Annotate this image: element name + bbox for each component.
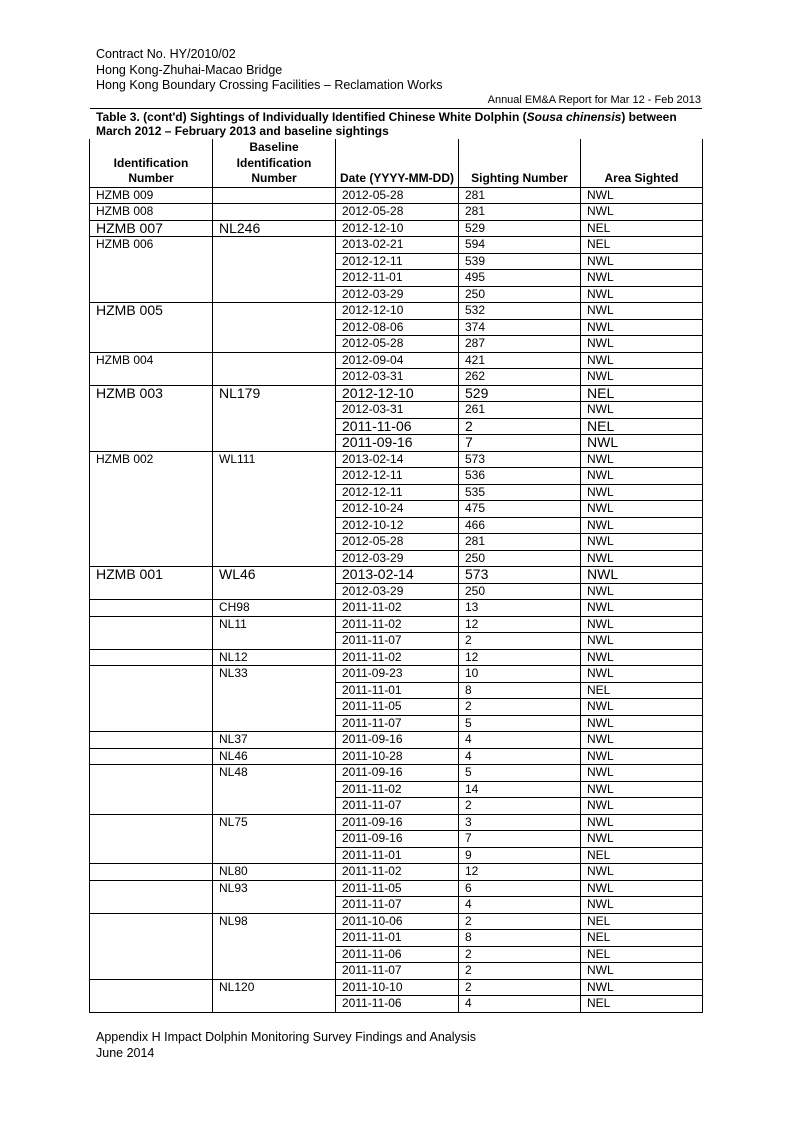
date-cell: 2011-10-10 [336, 979, 459, 996]
identification-cell: HZMB 003 [90, 385, 213, 451]
sighting-number-cell: 281 [459, 187, 581, 204]
table-row [90, 385, 703, 402]
area-cell: NWL [581, 534, 703, 551]
sighting-number-cell: 5 [459, 765, 581, 782]
identification-cell: HZMB 009 [90, 187, 213, 204]
area-cell: NWL [581, 336, 703, 353]
col-identification-number: Identification Number [90, 139, 213, 187]
identification-cell: HZMB 007 [90, 220, 213, 237]
area-cell: NWL [581, 451, 703, 468]
sighting-number-cell: 12 [459, 649, 581, 666]
date-cell: 2012-10-12 [336, 517, 459, 534]
sighting-number-cell: 250 [459, 583, 581, 600]
table-caption [96, 110, 702, 138]
date-cell: 2012-03-29 [336, 286, 459, 303]
date-cell: 2011-11-01 [336, 682, 459, 699]
identification-cell [90, 913, 213, 979]
area-cell: NWL [581, 501, 703, 518]
identification-cell: HZMB 008 [90, 204, 213, 221]
baseline-cell [213, 352, 336, 385]
sighting-number-cell: 573 [459, 567, 581, 584]
sighting-number-cell: 594 [459, 237, 581, 254]
area-cell: NWL [581, 979, 703, 996]
sighting-number-cell: 529 [459, 220, 581, 237]
date-cell: 2012-05-28 [336, 187, 459, 204]
date-cell: 2011-09-16 [336, 435, 459, 452]
area-cell: NWL [581, 765, 703, 782]
date-cell: 2012-12-11 [336, 253, 459, 270]
date-cell: 2011-10-06 [336, 913, 459, 930]
baseline-cell: NL98 [213, 913, 336, 979]
area-cell: NWL [581, 286, 703, 303]
sighting-number-cell: 281 [459, 204, 581, 221]
baseline-cell [213, 204, 336, 221]
sighting-number-cell: 250 [459, 286, 581, 303]
area-cell: NEL [581, 237, 703, 254]
identification-cell [90, 649, 213, 666]
sighting-number-cell: 8 [459, 930, 581, 947]
sighting-number-cell: 262 [459, 369, 581, 386]
date-cell: 2011-09-16 [336, 765, 459, 782]
date-cell: 2011-11-07 [336, 897, 459, 914]
header-rule [90, 108, 702, 109]
date-cell: 2011-11-07 [336, 963, 459, 980]
col-date: Date (YYYY-MM-DD) [336, 139, 459, 187]
date-cell: 2011-11-06 [336, 946, 459, 963]
sighting-number-cell: 250 [459, 550, 581, 567]
sighting-number-cell: 2 [459, 913, 581, 930]
sighting-number-cell: 536 [459, 468, 581, 485]
sighting-number-cell: 4 [459, 996, 581, 1013]
sighting-number-cell: 2 [459, 633, 581, 650]
date-cell: 2011-11-05 [336, 699, 459, 716]
caption-prefix: Table 3. (cont'd) Sightings of Individually Identified Chinese White Dolphin ( [96, 110, 527, 124]
area-cell: NWL [581, 666, 703, 683]
date-cell: 2012-03-31 [336, 402, 459, 419]
sighting-number-cell: 2 [459, 798, 581, 815]
sighting-number-cell: 9 [459, 847, 581, 864]
area-cell: NWL [581, 880, 703, 897]
area-cell: NWL [581, 699, 703, 716]
col-area-sighted: Area Sighted [581, 139, 703, 187]
table-row [90, 451, 703, 468]
date-cell: 2011-11-07 [336, 798, 459, 815]
date-cell: 2012-12-10 [336, 303, 459, 320]
identification-cell [90, 814, 213, 864]
date-cell: 2012-05-28 [336, 336, 459, 353]
date-cell: 2012-11-01 [336, 270, 459, 287]
baseline-cell: NL93 [213, 880, 336, 913]
area-cell: NWL [581, 517, 703, 534]
baseline-cell: NL246 [213, 220, 336, 237]
table-row [90, 748, 703, 765]
sighting-number-cell: 14 [459, 781, 581, 798]
area-cell: NWL [581, 732, 703, 749]
sighting-number-cell: 535 [459, 484, 581, 501]
sighting-number-cell: 12 [459, 616, 581, 633]
identification-cell: HZMB 004 [90, 352, 213, 385]
sighting-number-cell: 374 [459, 319, 581, 336]
area-cell: NWL [581, 352, 703, 369]
date-cell: 2011-11-07 [336, 715, 459, 732]
area-cell: NEL [581, 946, 703, 963]
sighting-number-cell: 2 [459, 946, 581, 963]
baseline-cell: NL12 [213, 649, 336, 666]
area-cell: NWL [581, 187, 703, 204]
sighting-number-cell: 475 [459, 501, 581, 518]
caption-suffix: ) between March 2012 – February 2013 and baseline sightings [96, 110, 677, 138]
date-cell: 2012-03-29 [336, 583, 459, 600]
area-cell: NEL [581, 385, 703, 402]
date-cell: 2012-12-10 [336, 220, 459, 237]
sighting-number-cell: 281 [459, 534, 581, 551]
area-cell: NWL [581, 649, 703, 666]
date-cell: 2011-09-23 [336, 666, 459, 683]
date-cell: 2011-11-02 [336, 600, 459, 617]
table-row [90, 204, 703, 221]
area-cell: NWL [581, 468, 703, 485]
table-row [90, 220, 703, 237]
footer-date: June 2014 [96, 1046, 155, 1060]
sighting-number-cell: 7 [459, 831, 581, 848]
identification-cell [90, 864, 213, 881]
sighting-number-cell: 466 [459, 517, 581, 534]
table-row [90, 979, 703, 996]
date-cell: 2013-02-14 [336, 567, 459, 584]
baseline-cell: NL37 [213, 732, 336, 749]
baseline-cell: NL33 [213, 666, 336, 732]
identification-cell [90, 732, 213, 749]
area-cell: NWL [581, 748, 703, 765]
sighting-number-cell: 573 [459, 451, 581, 468]
caption-species: Sousa chinensis [526, 110, 622, 124]
area-cell: NWL [581, 204, 703, 221]
document-footer [96, 1029, 476, 1061]
sighting-number-cell: 12 [459, 864, 581, 881]
table-row [90, 814, 703, 831]
sightings-table [89, 139, 703, 1013]
table-row [90, 765, 703, 782]
baseline-cell: NL48 [213, 765, 336, 815]
baseline-cell: WL111 [213, 451, 336, 567]
date-cell: 2012-05-28 [336, 534, 459, 551]
area-cell: NWL [581, 831, 703, 848]
sighting-number-cell: 13 [459, 600, 581, 617]
sighting-number-cell: 8 [459, 682, 581, 699]
sighting-number-cell: 5 [459, 715, 581, 732]
date-cell: 2011-11-07 [336, 633, 459, 650]
date-cell: 2011-11-02 [336, 616, 459, 633]
baseline-cell: NL120 [213, 979, 336, 1012]
identification-cell [90, 616, 213, 649]
works-name: Hong Kong Boundary Crossing Facilities – Reclamation Works [96, 78, 443, 92]
area-cell: NWL [581, 897, 703, 914]
table-row [90, 600, 703, 617]
table-row [90, 567, 703, 584]
sighting-number-cell: 261 [459, 402, 581, 419]
baseline-cell: NL11 [213, 616, 336, 649]
date-cell: 2011-09-16 [336, 732, 459, 749]
date-cell: 2012-12-11 [336, 468, 459, 485]
identification-cell: HZMB 002 [90, 451, 213, 567]
area-cell: NWL [581, 814, 703, 831]
area-cell: NWL [581, 369, 703, 386]
sighting-number-cell: 4 [459, 732, 581, 749]
identification-cell [90, 666, 213, 732]
date-cell: 2011-11-05 [336, 880, 459, 897]
sighting-number-cell: 421 [459, 352, 581, 369]
date-cell: 2011-11-02 [336, 864, 459, 881]
identification-cell: HZMB 006 [90, 237, 213, 303]
table-row [90, 666, 703, 683]
sighting-number-cell: 287 [459, 336, 581, 353]
baseline-cell: CH98 [213, 600, 336, 617]
sighting-number-cell: 2 [459, 418, 581, 435]
area-cell: NWL [581, 798, 703, 815]
date-cell: 2011-11-01 [336, 847, 459, 864]
sighting-number-cell: 10 [459, 666, 581, 683]
date-cell: 2012-03-29 [336, 550, 459, 567]
date-cell: 2012-09-04 [336, 352, 459, 369]
date-cell: 2012-08-06 [336, 319, 459, 336]
date-cell: 2012-03-31 [336, 369, 459, 386]
date-cell: 2011-11-01 [336, 930, 459, 947]
document-header [96, 47, 442, 94]
date-cell: 2011-09-16 [336, 814, 459, 831]
project-name: Hong Kong-Zhuhai-Macao Bridge [96, 62, 283, 77]
area-cell: NWL [581, 319, 703, 336]
baseline-cell [213, 187, 336, 204]
area-cell: NWL [581, 583, 703, 600]
area-cell: NWL [581, 484, 703, 501]
identification-cell [90, 765, 213, 815]
baseline-cell: WL46 [213, 567, 336, 600]
identification-cell [90, 600, 213, 617]
date-cell: 2012-05-28 [336, 204, 459, 221]
table-row [90, 913, 703, 930]
identification-cell: HZMB 005 [90, 303, 213, 353]
sighting-number-cell: 539 [459, 253, 581, 270]
area-cell: NWL [581, 567, 703, 584]
table-row [90, 616, 703, 633]
sighting-number-cell: 2 [459, 979, 581, 996]
table-row [90, 649, 703, 666]
area-cell: NWL [581, 435, 703, 452]
area-cell: NWL [581, 715, 703, 732]
date-cell: 2011-11-02 [336, 649, 459, 666]
date-cell: 2011-11-06 [336, 996, 459, 1013]
area-cell: NWL [581, 963, 703, 980]
baseline-cell [213, 237, 336, 303]
sighting-number-cell: 2 [459, 963, 581, 980]
area-cell: NWL [581, 600, 703, 617]
area-cell: NWL [581, 864, 703, 881]
baseline-cell [213, 303, 336, 353]
sighting-number-cell: 4 [459, 748, 581, 765]
sighting-number-cell: 532 [459, 303, 581, 320]
table-row [90, 880, 703, 897]
sighting-number-cell: 2 [459, 699, 581, 716]
date-cell: 2011-09-16 [336, 831, 459, 848]
date-cell: 2012-12-10 [336, 385, 459, 402]
area-cell: NWL [581, 270, 703, 287]
date-cell: 2013-02-14 [336, 451, 459, 468]
area-cell: NEL [581, 930, 703, 947]
area-cell: NEL [581, 847, 703, 864]
area-cell: NWL [581, 402, 703, 419]
table-row [90, 303, 703, 320]
baseline-cell: NL80 [213, 864, 336, 881]
date-cell: 2011-11-06 [336, 418, 459, 435]
table-row [90, 732, 703, 749]
date-cell: 2012-12-11 [336, 484, 459, 501]
identification-cell [90, 748, 213, 765]
area-cell: NEL [581, 418, 703, 435]
baseline-cell: NL179 [213, 385, 336, 451]
area-cell: NWL [581, 633, 703, 650]
identification-cell: HZMB 001 [90, 567, 213, 600]
area-cell: NEL [581, 682, 703, 699]
sighting-number-cell: 7 [459, 435, 581, 452]
date-cell: 2011-10-28 [336, 748, 459, 765]
table-header-row [90, 139, 703, 187]
area-cell: NWL [581, 550, 703, 567]
date-cell: 2011-11-02 [336, 781, 459, 798]
appendix-title: Appendix H Impact Dolphin Monitoring Survey Findings and Analysis [96, 1030, 477, 1044]
sighting-number-cell: 529 [459, 385, 581, 402]
area-cell: NEL [581, 996, 703, 1013]
table-body [90, 187, 703, 1012]
area-cell: NEL [581, 220, 703, 237]
sighting-number-cell: 6 [459, 880, 581, 897]
baseline-cell: NL75 [213, 814, 336, 864]
sighting-number-cell: 495 [459, 270, 581, 287]
table-row [90, 237, 703, 254]
baseline-cell: NL46 [213, 748, 336, 765]
col-baseline-identification: Baseline Identification Number [213, 139, 336, 187]
contract-number: Contract No. HY/2010/02 [96, 47, 236, 61]
area-cell: NWL [581, 781, 703, 798]
date-cell: 2012-10-24 [336, 501, 459, 518]
sighting-number-cell: 3 [459, 814, 581, 831]
table-row [90, 864, 703, 881]
date-cell: 2013-02-21 [336, 237, 459, 254]
identification-cell [90, 979, 213, 1012]
area-cell: NEL [581, 913, 703, 930]
report-title: Annual EM&A Report for Mar 12 - Feb 2013 [487, 94, 701, 106]
col-sighting-number: Sighting Number [459, 139, 581, 187]
identification-cell [90, 880, 213, 913]
area-cell: NWL [581, 253, 703, 270]
sighting-number-cell: 4 [459, 897, 581, 914]
area-cell: NWL [581, 616, 703, 633]
table-row [90, 352, 703, 369]
area-cell: NWL [581, 303, 703, 320]
table-row [90, 187, 703, 204]
